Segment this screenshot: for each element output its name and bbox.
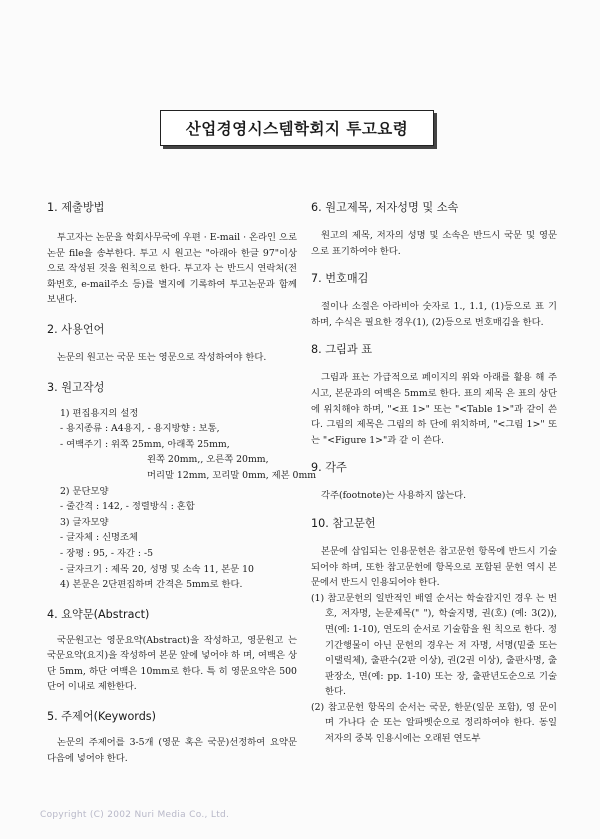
section-heading-numbering: 7. 번호매김 <box>311 272 369 286</box>
page-title: 산업경영시스템학회지 투고요령 <box>160 110 434 146</box>
section-heading-figures-tables: 8. 그림과 표 <box>311 343 373 357</box>
references-item-2: (2) 참고문헌 항목의 순서는 국문, 한문(일문 포함), 영 문이며 가나다 순 또는 알파벳순으로 정리하여야 한다. 동일 저자의 중복 인용시에는 오래된 연도부 <box>311 701 557 745</box>
section-heading-references: 10. 참고문헌 <box>311 516 376 530</box>
section-heading-abstract: 4. 요약문(Abstract) <box>47 607 150 621</box>
section-body-title-author: 원고의 제목, 저자의 성명 및 소속은 반드시 국문 및 영문으로 표기하여야 한다. <box>311 230 557 257</box>
section-body-figures-tables: 그림과 표는 가급적으로 페이지의 위와 아래를 활용 해 주시고, 본문과의 여백은 5mm로 한다. 표의 제목 은 표의 상단에 위치해야 하며, "<표 1>" 또는 "<Table 1>"과 같이 쓴다. 그림의 제목은 그림의 하 단에 위치하며, "<그림 1>" 또는 "<Figure 1>"과 같 이 쓴다. <box>311 372 557 446</box>
section-body-submission: 투고자는 논문을 학회사무국에 우편 · E-mail · 온라인 으로 논문 file을 송부한다. 투고 시 원고는 "아래아 한글 97"이상으로 작성된 것을 원칙으로 한다. 투고자 는 반드시 연락처(전화번호, e-mail주소 등)를 별지에 기록하여 투고논문과 함께 보낸다. <box>47 232 297 306</box>
section-body-numbering: 절이나 소절은 아라비아 숫자로 1., 1.1, (1)등으로 표 기하며, 수식은 필요한 경우(1), (2)등으로 번호매김을 한다. <box>311 301 557 328</box>
right-column <box>311 200 557 747</box>
section-body-references-intro: 본문에 삽입되는 인용문헌은 참고문헌 항목에 반드시 기술되어야 하며, 또한 참고문헌에 항목으로 포함된 문헌 역시 본문에서 반드시 인용되어야 한다. <box>311 545 557 589</box>
section-body-keywords: 논문의 주제어를 3-5개 (영문 혹은 국문)선정하여 요약문 다음에 넣어야 한다. <box>47 737 297 764</box>
section-body-manuscript: 1) 편집용지의 설정 - 용지종류 : A4용지, - 용지방향 : 보통, - 여백주기 : 위쪽 25mm, 아래쪽 25mm, 왼쪽 20mm,, 오른쪽 20mm, 머리말 12mm, 꼬리말 0mm, 제본 0mm 2) 문단모양 - 줄간격 : 142, - 정렬방식 : 혼합 3) 글자모양 - 글자체 : 신명조체 - 장평 : 95, - 자간 : -5 - 글자크기 : 제목 20, 성명 및 소속 11, 본문 10 4) 본문은 2단편집하며 간격은 5mm로 한다. <box>60 407 317 591</box>
section-heading-manuscript: 3. 원고작성 <box>47 380 105 394</box>
section-heading-footnotes: 9. 각주 <box>311 461 347 475</box>
section-body-footnotes: 각주(footnote)는 사용하지 않는다. <box>321 490 467 502</box>
references-item-1: (1) 참고문헌의 일반적인 배열 순서는 학술잡지인 경우 는 번호, 저자명, 논문제목(" "), 학술지명, 권(호) (예: 3(2)), 면(예: 1-10), 연도의 순서로 기술함을 원 칙으로 한다. 정기간행물이 아닌 문헌의 경우는 저 자명, 서명(밑줄 또는 이탤릭체), 출판수(2판 이상), 권(2권 이상), 출판사명, 출판장소, 면(예: pp. 1-10) 또는 장, 출판년도순으로 기술한다. <box>311 592 558 698</box>
section-heading-submission: 1. 제출방법 <box>47 201 105 214</box>
section-heading-language: 2. 사용언어 <box>47 322 105 336</box>
copyright-footer: Copyright (C) 2002 Nuri Media Co., Ltd. <box>40 810 230 820</box>
section-body-language: 논문의 원고는 국문 또는 영문으로 작성하여야 한다. <box>57 351 267 363</box>
section-body-abstract: 국문원고는 영문요약(Abstract)을 작성하고, 영문원고 는 국문요약(요지)을 작성하여 본문 앞에 넣어야 하 며, 여백은 상단 5mm, 하단 여백은 10mm로 한다. 특 히 영문요약은 500단어 이내로 제한한다. <box>47 634 297 693</box>
left-column <box>47 200 317 766</box>
section-heading-keywords: 5. 주제어(Keywords) <box>47 710 156 724</box>
section-heading-title-author: 6. 원고제목, 저자성명 및 소속 <box>311 201 459 214</box>
